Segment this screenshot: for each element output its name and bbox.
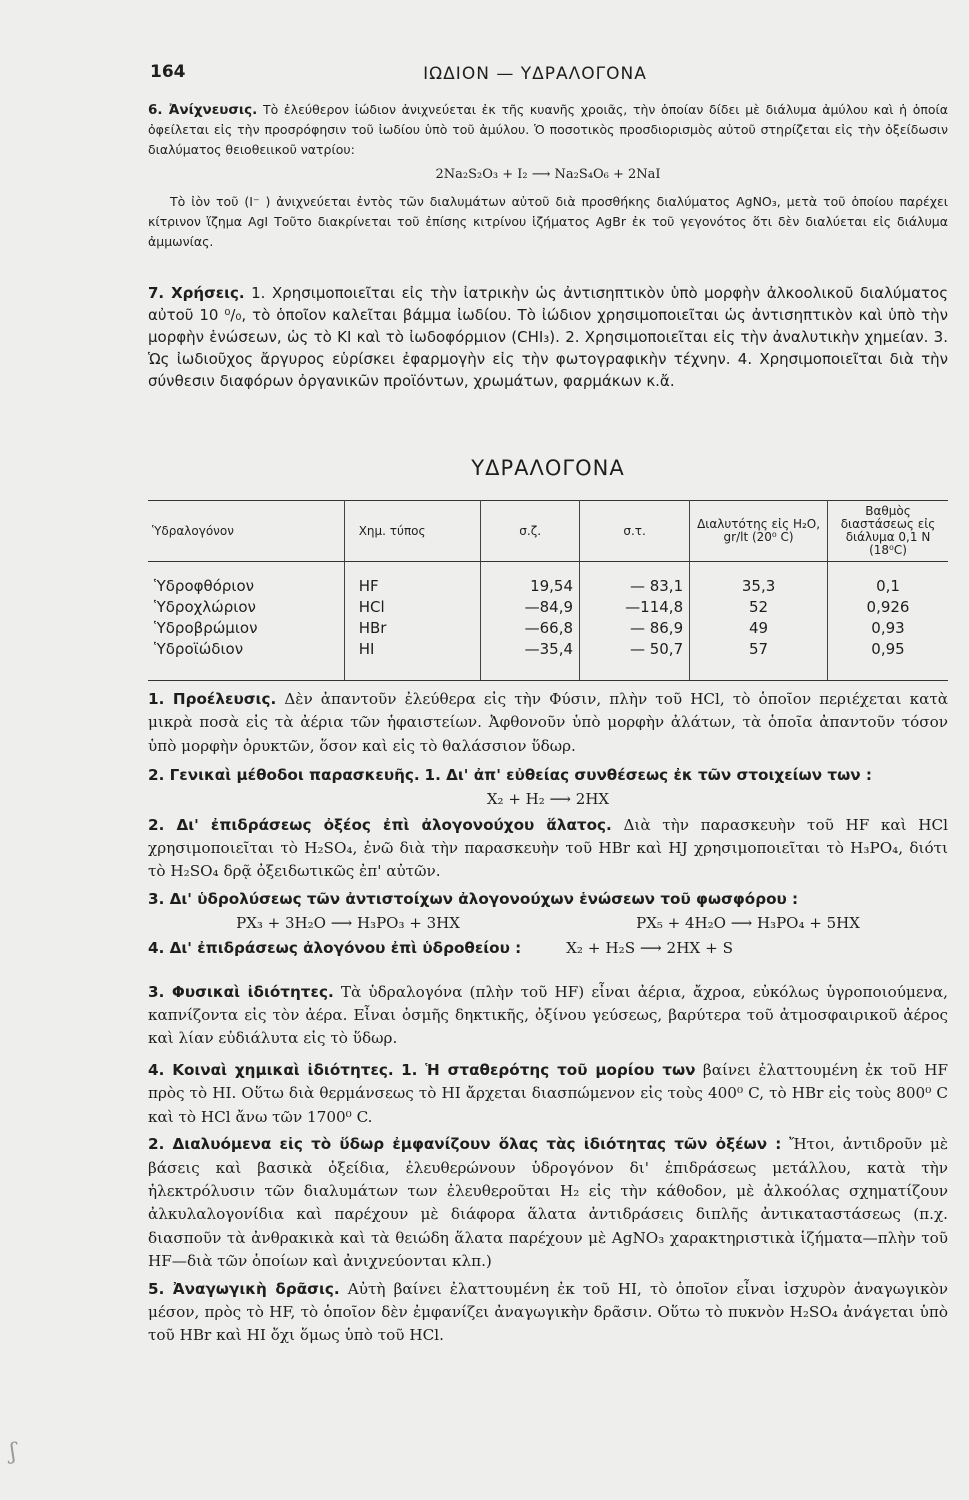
iodide-detection-paragraph: Τὸ ἰὸν τοῦ (I⁻ ) ἀνιχνεύεται ἐντὸς τῶν διαλυμάτων αὐτοῦ διὰ προσθήκης διαλύματος AgNO₃, μετὰ τοῦ ὁποίου παρέχει κίτρινον ἵζημα AgI Τοῦτο διακρίνεται τοῦ ἐπίσης κιτρίνου ἱζήματος AgBr ἐκ τοῦ γεγονότος ὅτι δὲν διαλύεται εἰς διάλυμα ἀμμωνίας. [148,194,948,249]
hydrolysis-equation-pcl5: PX₅ + 4H₂O ⟶ H₃PO₄ + 5HX [636,914,860,933]
col-header-melting-point: σ.ζ. [481,501,580,562]
chemical-properties-label: 4. Κοιναὶ χημικαὶ ἰδιότητες. [148,1060,394,1079]
cell-name: Ὑδροφθόριον [148,562,344,598]
iodine-uses-section [148,282,948,392]
col-header-formula: Χημ. τύπος [344,501,481,562]
synthesis-equation: X₂ + H₂ ⟶ 2HX [486,789,610,808]
method-2-paragraph [148,814,948,884]
cell-solubility: 49 [690,618,828,639]
col-header-solubility: Διαλυτότης εἰς H₂O, gr/lt (20⁰ C) [690,501,828,562]
reducing-action-paragraph [148,1278,948,1348]
chemical-properties-paragraph [148,1059,948,1129]
detection-text: Τὸ ἐλεύθερον ἰώδιον ἀνιχνεύεται ἐκ τῆς κυανῆς χροιᾶς, τὴν ὁποίαν δίδει μὲ διάλυμα ἀμύλου καὶ ἡ ὁποία ὀφείλεται εἰς τὴν προσρόφησιν τοῦ ἰωδίου ὑπὸ τοῦ ἀμύλου. Ὁ ποσοτικὸς προσδιορισμὸς αὐτοῦ στηρίζεται εἰς τὴν ὀξείδωσιν διαλύματος θειοθειικοῦ νατρίου: [148,102,948,157]
cell-boiling-point: — 83,1 [580,562,690,598]
cell-melting-point: —84,9 [481,597,580,618]
hydrohalides-table [148,500,948,681]
table-row [148,639,948,681]
cell-dissociation: 0,1 [876,577,900,595]
cell-name: Ὑδροχλώριον [148,597,344,618]
hydrolysis-equations [148,911,948,935]
hydrohalides-title: ΥΔΡΑΛΟΓΟΝΑ [471,456,625,480]
margin-mark: ʃ [10,1440,16,1465]
cell-melting-point: 19,54 [481,562,580,598]
page-header [150,62,920,92]
origin-paragraph [148,688,948,758]
cell-solubility: 52 [690,597,828,618]
stability-text: βαίνει ἐλαττουμένη ἐκ τοῦ HF πρὸς τὸ HI. Οὕτω διὰ θερμάνσεως τὸ HI ἄρχεται διασπώμενον εἰς τοὺς 400⁰ C, τὸ HBr εἰς τοὺς 800⁰ C καὶ τὸ HCl ἄνω τῶν 1700⁰ C. [148,1060,949,1126]
hydrogen-sulfide-equation: X₂ + H₂S ⟶ 2HX + S [566,939,734,958]
uses-label: 7. Χρήσεις. [148,284,245,302]
detection-label: 6. Ἀνίχνευσις. [148,102,258,118]
preparation-label: 2. Γενικαὶ μέθοδοι παρασκευῆς. [148,766,420,785]
cell-formula: HBr [344,618,481,639]
thiosulfate-equation: 2Na₂S₂O₃ + I₂ ⟶ Na₂S₄O₆ + 2NaI [435,167,661,182]
physical-properties-text: Τὰ ὑδραλογόνα (πλὴν τοῦ HF) εἶναι ἀέρια, ἄχροα, εὐκόλως ὑγροποιούμενα, καπνίζοντα εἰς τὸν ἀέρα. Εἶναι ὀσμῆς δηκτικῆς, ὀξίνου γεύσεως, βαρύτερα τοῦ ἀτμοσφαιρικοῦ ἀέρος καὶ λίαν εὐδιάλυτα εἰς τὸ ὕδωρ. [148,982,949,1048]
cell-solubility: 35,3 [690,562,828,598]
cell-name: Ὑδροβρώμιον [148,618,344,639]
cell-formula: HI [344,639,481,681]
table-row [148,562,948,598]
origin-label: 1. Προέλευσις. [148,690,277,708]
hydrolysis-equation-pcl3: PX₃ + 3H₂O ⟶ H₃PO₃ + 3HX [236,914,460,933]
stability-label: 1. Ἡ σταθερότης τοῦ μορίου των [401,1060,696,1079]
detection-paragraph [148,100,948,160]
cell-melting-point: —66,8 [481,618,580,639]
col-header-boiling-point: σ.τ. [580,501,690,562]
method-4-paragraph [148,937,948,960]
table-row [148,597,948,618]
method-1-label: 1. Δι' ἀπ' εὐθείας συνθέσεως ἐκ τῶν στοιχείων των : [424,766,872,785]
cell-melting-point: —35,4 [481,639,580,681]
col-header-dissociation: Βαθμὸς διαστάσεως εἰς διάλυμα 0,1 N (18⁰C) [828,501,948,562]
acid-properties-paragraph [148,1133,948,1273]
hydrohalides-body [148,688,948,1348]
origin-text: Δὲν ἀπαντοῦν ἐλεύθερα εἰς τὴν Φύσιν, πλὴν τοῦ HCl, τὸ ὁποῖον περιέχεται κατὰ μικρὰ ποσὰ εἰς τὰ ἀέρια τῶν ἡφαιστείων. Ἀφθονοῦν ὑπὸ μορφὴν ἀλάτων, τὰ ὁποῖα ἀπαντοῦν τόσον ὑπὸ μορφὴν ὀρυκτῶν, ὅσον καὶ εἰς τὸ θαλάσσιον ὕδωρ. [148,690,949,755]
physical-properties-paragraph [148,981,948,1051]
preparation-heading [148,764,948,787]
physical-properties-label: 3. Φυσικαὶ ἰδιότητες. [148,982,334,1001]
cell-boiling-point: — 86,9 [580,618,690,639]
cell-boiling-point: — 50,7 [580,639,690,681]
reducing-action-text: Αὐτὴ βαίνει ἐλαττουμένη ἐκ τοῦ HI, τὸ ὁποῖον εἶναι ἰσχυρὸν ἀναγωγικὸν μέσον, πρὸς τὸ HF, τὸ ὁποῖον δὲν ἐμφανίζει ἀναγωγικὴν δρᾶσιν. Οὕτω τὸ πυκνὸν H₂SO₄ ἀνάγεται ὑπὸ τοῦ HBr καὶ HI ὄχι ὅμως ὑπὸ τοῦ HCl. [148,1279,948,1345]
method-3-paragraph [148,888,948,911]
cell-formula: HF [344,562,481,598]
col-header-name: Ὑδραλογόνον [148,501,344,562]
cell-dissociation: 0,95 [828,639,948,681]
method-2-text: Διὰ τὴν παρασκευὴν τοῦ HF καὶ HCl χρησιμοποιεῖται τὸ H₂SO₄, ἐνῶ διὰ τὴν παρασκευὴν τοῦ HBr καὶ HJ χρησιμοποιεῖται τὸ H₃PO₄, διότι τὸ H₂SO₄ δρᾷ ὀξειδωτικῶς ἐπ' αὐτῶν. [148,815,948,881]
method-4-label: 4. Δι' ἐπιδράσεως ἀλογόνου ἐπὶ ὑδροθείου : [148,939,522,958]
reducing-action-label: 5. Ἀναγωγικὴ δρᾶσις. [148,1279,340,1298]
cell-boiling-point: —114,8 [580,597,690,618]
acid-properties-label: 2. Διαλυόμενα εἰς τὸ ὕδωρ ἐμφανίζουν ὅλας τὰς ἰδιότητας τῶν ὀξέων : [148,1135,782,1154]
method-3-label: 3. Δι' ὑδρολύσεως τῶν ἀντιστοίχων ἀλογονούχων ἑνώσεων τοῦ φωσφόρου : [148,889,799,908]
cell-name: Ὑδροϊώδιον [148,639,344,681]
uses-text: 1. Χρησιμοποιεῖται εἰς τὴν ἰατρικὴν ὡς ἀντισηπτικὸν ὑπὸ μορφὴν ἀλκοολικοῦ διαλύματος αὐτοῦ 10 ⁰/₀, τὸ ὁποῖον καλεῖται βάμμα ἰωδίου. Τὸ ἰώδιον χρησιμοποιεῖται ὡς ἀντισηπτικὸν καὶ ὑπὸ τὴν μορφὴν ἑνώσεων, ὡς τὸ ΚΙ καὶ τὸ ἰωδοφόρμιον (CHI₃). 2. Χρησιμοποιεῖται εἰς τὴν ἀναλυτικὴν χημείαν. 3. Ὡς ἰωδιοῦχος ἄργυρος εὑρίσκει ἐφαρμογὴν εἰς τὴν φωτογραφικὴν τέχνην. 4. Χρησιμοποιεῖται διὰ τὴν σύνθεσιν διαφόρων ὀργανικῶν προϊόντων, χρωμάτων, φαρμάκων κ.ἄ. [148,284,948,390]
cell-formula: HCl [344,597,481,618]
table-row [148,618,948,639]
cell-dissociation: 0,926 [866,598,910,616]
method-2-label: 2. Δι' ἐπιδράσεως ὀξέος ἐπὶ ἀλογονούχου ἅλατος. [148,815,612,834]
running-title: ΙΩΔΙΟΝ — ΥΔΡΑΛΟΓΟΝΑ [423,64,647,84]
table-header-row [148,501,948,562]
cell-solubility: 57 [690,639,828,681]
page-number: 164 [150,62,186,82]
uses-paragraph [148,282,948,392]
cell-dissociation: 0,93 [871,619,905,637]
iodine-detection-section [148,100,948,252]
acid-properties-text: Ἤτοι, ἀντιδροῦν μὲ βάσεις καὶ βασικὰ ὀξείδια, ἐλευθερώνουν ὑδρογόνον δι' ἐπιδράσεως μετάλλου, κατὰ τὴν ἠλεκτρόλυσιν τῶν διαλυμάτων των ἐλευθεροῦται H₂ εἰς τὴν κάθοδον, μὲ ἀλκοόλας σχηματίζουν ἀλκυλαλογονίδια καὶ παρέχουν μὲ διάφορα ἅλατα ἀντιδράσεις διπλῆς ἀντικαταστάσεως (π.χ. διασποῦν τὰ ἀνθρακικὰ καὶ τὰ θειώδη ἅλατα παρέχουν μὲ AgNO₃ χαρακτηριστικὰ ἱζήματα—πλὴν τοῦ HF—διὰ τῶν ὁποίων καὶ ἀνιχνεύονται κλπ.) [148,1135,948,1271]
